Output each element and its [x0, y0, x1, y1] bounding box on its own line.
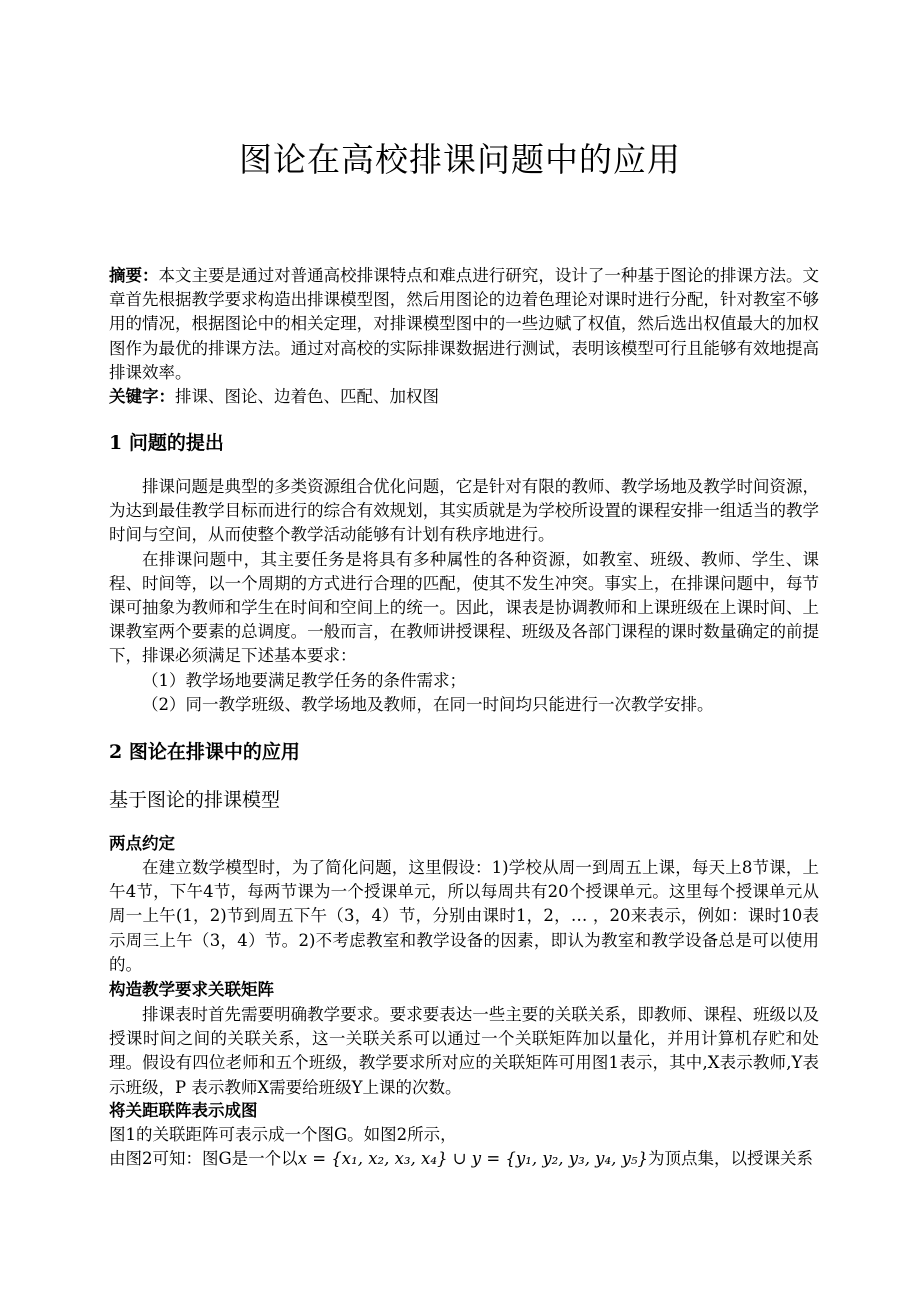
agreement-body	[109, 856, 819, 977]
page-title: 图论在高校排课问题中的应用	[239, 140, 681, 179]
matrix-text: 排课表时首先需要明确教学要求。要求要表达一些主要的关联关系，即教师、课程、班级以及授课时间之间的关联关系，这一关联关系可以通过一个关联矩阵加以量化，并用计算机存贮和处理。假设有四位老师和五个班级，教学要求所对应的关联矩阵可用图1表示，其中,X表示教师,Y表示班级，P 表示教师X需要给班级Y上课的次数。	[109, 1005, 819, 1097]
graph-text-1: 图1的关联距阵可表示成一个图G。如图2所示，	[109, 1125, 457, 1144]
abstract-text: 本文主要是通过对普通高校排课特点和难点进行研究，设计了一种基于图论的排课方法。文章首先根据教学要求构造出排课模型图，然后用图论的边着色理论对课时进行分配，针对教室不够用的情况，根据图论中的相关定理，对排课模型图中的一些边赋了权值，然后选出权值最大的加权图作为最优的排课方法。通过对高校的实际排课数据进行测试，表明该模型可行且能够有效地提高排课效率。	[109, 266, 820, 382]
section-2-heading: 2 图论在排课中的应用	[109, 741, 300, 763]
keywords-label: 关键字：	[109, 387, 175, 407]
abstract	[109, 264, 819, 409]
graph-body	[109, 1123, 819, 1171]
requirement-1: （1）教学场地要满足教学任务的条件需求；	[142, 670, 466, 690]
requirement-2: （2）同一教学班级、教学场地及教师，在同一时间均只能进行一次教学安排。	[142, 694, 714, 714]
vertex-set-formula: x = {x₁, x₂, x₃, x₄} ∪ y = {y₁, y₂, y₃, y₄, y₅}	[297, 1149, 649, 1169]
abstract-label: 摘要：	[109, 266, 159, 285]
section-2-subheading: 基于图论的排课模型	[109, 789, 281, 811]
section-1-paragraph-1: 排课问题是典型的多类资源组合优化问题，它是针对有限的教师、教学场地及教学时间资源，为达到最佳教学目标而进行的综合有效规划，其实质就是为学校所设置的课程安排一组适当的教学时间与空间，从而使整个教学活动能够有计划有秩序地进行。	[109, 477, 819, 545]
graph-heading: 将关距联阵表示成图	[109, 1101, 258, 1120]
matrix-body	[109, 1003, 819, 1100]
graph-text-2-a: 由图2可知：图G是一个以	[109, 1149, 298, 1169]
agreement-heading: 两点约定	[109, 834, 175, 853]
section-1-heading: 1 问题的提出	[109, 432, 224, 454]
graph-text-2	[109, 1147, 819, 1171]
agreement-text: 在建立数学模型时，为了简化问题，这里假设：1)学校从周一到周五上课，每天上8节课，上午4节，下午4节，每两节课为一个授课单元，所以每周共有20个授课单元。这里每个授课单元从周一上午(1，2)节到周五下午（3，4）节，分别由课时1，2，… ，20来表示，例如：课时10表示周三上午（3，4）节。2)不考虑教室和教学设备的因素，即认为教室和教学设备总是可以使用的。	[109, 858, 819, 974]
section-1-body	[109, 475, 819, 717]
matrix-heading: 构造教学要求关联矩阵	[109, 980, 274, 999]
keywords-text: 排课、图论、边着色、匹配、加权图	[175, 387, 439, 407]
graph-text-2-b: 为顶点集，以授课关系	[648, 1149, 814, 1169]
section-1-paragraph-2: 在排课问题中，其主要任务是将具有多种属性的各种资源，如教室、班级、教师、学生、课程、时间等，以一个周期的方式进行合理的匹配，使其不发生冲突。事实上，在排课问题中，每节课可抽象为教师和学生在时间和空间上的统一。因此，课表是协调教师和上课班级在上课时间、上课教室两个要素的总调度。一般而言，在教师讲授课程、班级及各部门课程的课时数量确定的前提下，排课必须满足下述基本要求：	[109, 549, 819, 666]
